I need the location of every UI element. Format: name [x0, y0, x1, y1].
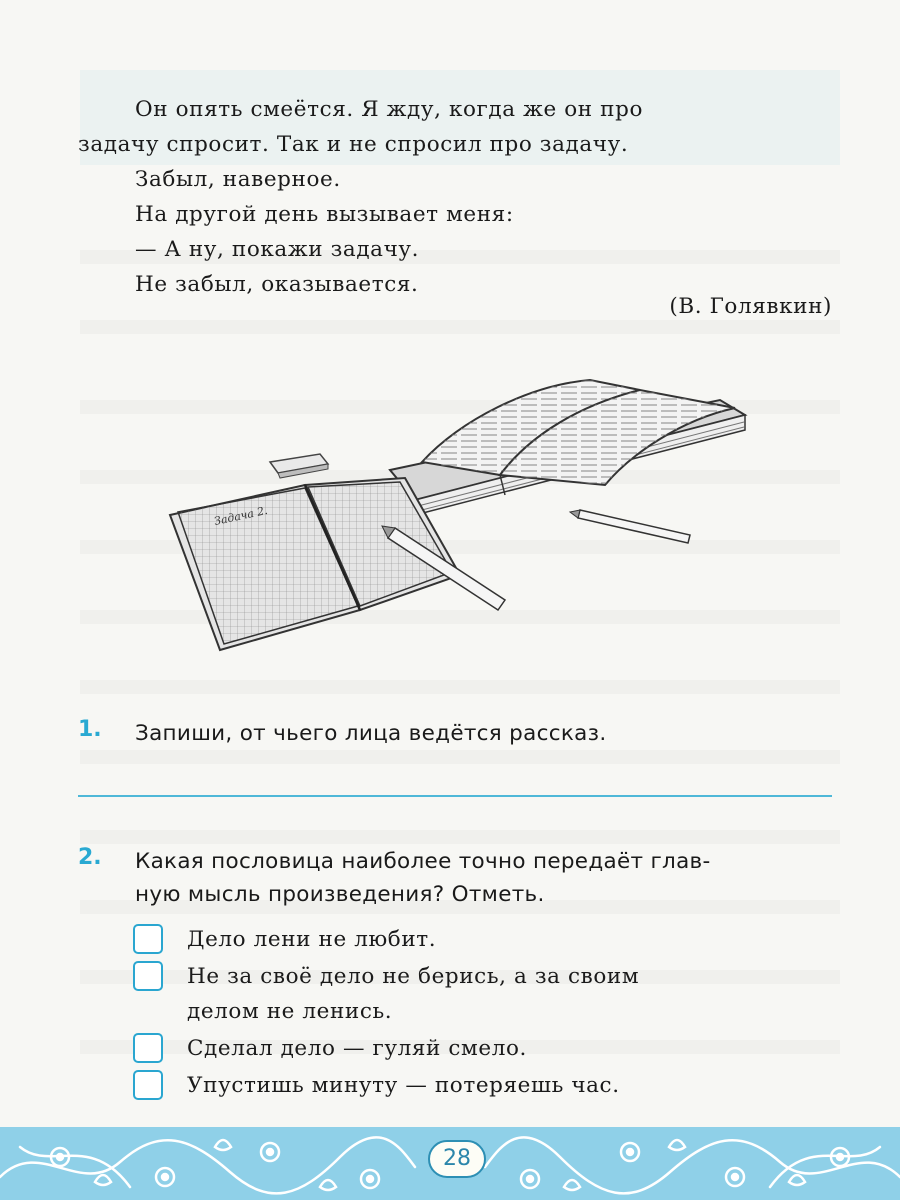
task-1 — [78, 717, 838, 750]
book-stack-icon — [390, 380, 745, 515]
task-question-line: ную мысль произведения? Отметь. — [135, 882, 545, 907]
option-text: Сделал дело — гуляй смело. — [187, 1036, 527, 1061]
checkbox[interactable] — [133, 1070, 163, 1100]
task-question — [135, 845, 838, 911]
option-item[interactable] — [133, 1031, 843, 1066]
checkbox[interactable] — [133, 1033, 163, 1063]
page-number: 28 — [428, 1140, 486, 1178]
task-number: 1. — [78, 717, 102, 742]
option-text: Дело лени не любит. — [187, 927, 437, 952]
story-line: Забыл, наверное. — [135, 167, 341, 192]
option-text: делом не ленись. — [187, 999, 393, 1024]
task-question-line: Какая пословица наиболее точно передаёт глав- — [135, 849, 711, 874]
answer-line[interactable] — [78, 795, 832, 797]
story-line: — А ну, покажи задачу. — [135, 237, 420, 262]
story-line: Не забыл, оказывается. — [135, 272, 419, 297]
option-text: Не за своё дело не берись, а за своим — [187, 964, 640, 989]
checkbox[interactable] — [133, 961, 163, 991]
task-2 — [78, 845, 838, 911]
footer-band — [0, 1127, 900, 1200]
options-list — [133, 922, 843, 1105]
task-number: 2. — [78, 845, 102, 870]
story-line: На другой день вызывает меня: — [135, 202, 514, 227]
option-item[interactable] — [133, 922, 843, 957]
task-question: Запиши, от чьего лица ведётся рассказ. — [135, 721, 607, 746]
eraser-icon — [270, 454, 328, 478]
notebook-label: Задача 2. — [212, 503, 269, 528]
option-item[interactable] — [133, 1068, 843, 1103]
option-text: Упустишь минуту — потеряешь час. — [187, 1073, 620, 1098]
story-text — [78, 92, 835, 302]
story-line: задачу спросит. Так и не спросил про задачу. — [78, 132, 629, 157]
books-illustration — [160, 360, 760, 660]
notebook-icon — [170, 478, 460, 650]
story-author: (В. Голявкин) — [669, 294, 832, 319]
story-line: Он опять смеётся. Я жду, когда же он про — [135, 97, 643, 122]
option-item[interactable] — [133, 959, 843, 1029]
checkbox[interactable] — [133, 924, 163, 954]
